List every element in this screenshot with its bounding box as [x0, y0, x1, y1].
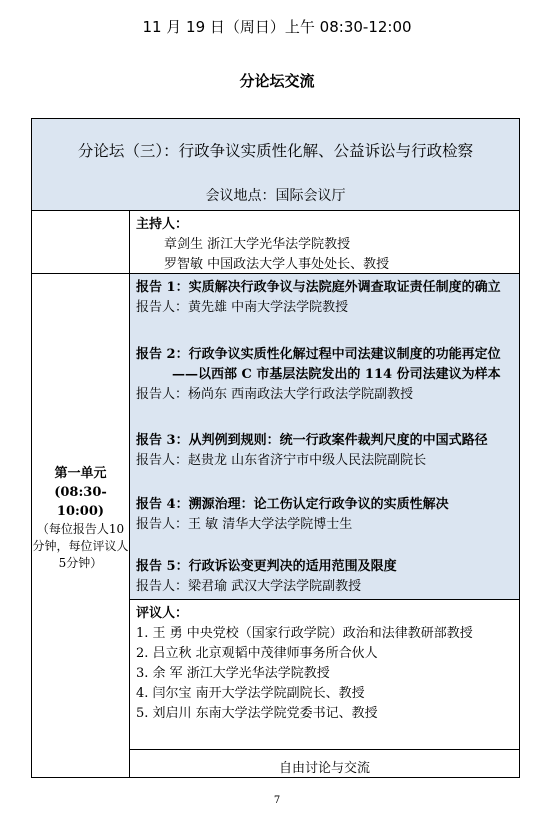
reviewer-item: 5. 刘启川 东南大学法学院党委书记、教授	[136, 706, 378, 721]
forum-heading: 分论坛交流	[239, 72, 315, 90]
report-speaker: 报告人：赵贵龙 山东省济宁市中级人民法院副院长	[136, 453, 427, 468]
report-item	[136, 345, 516, 405]
report-title: 报告 5：行政诉讼变更判决的适用范围及限度	[136, 559, 397, 574]
free-discussion: 自由讨论与交流	[278, 761, 370, 776]
report-speaker: 报告人：梁君瑜 武汉大学法学院副教授	[136, 579, 362, 594]
report-title: 报告 1：实质解决行政争议与法院庭外调查取证责任制度的确立	[136, 280, 501, 295]
reviewers-cell	[136, 604, 516, 724]
reviewer-item: 1. 王 勇 中央党校（国家行政学院）政治和法律教研部教授	[136, 626, 473, 641]
report-speaker: 报告人：杨尚东 西南政法大学行政法学院副教授	[136, 387, 414, 402]
schedule-table	[31, 118, 520, 778]
report-item	[136, 495, 516, 535]
date-line: 11 月 19 日（周日）上午 08:30-12:00	[142, 18, 412, 36]
page-number: 7	[273, 795, 281, 806]
unit-name: 第一单元	[54, 466, 107, 481]
hosts-cell	[136, 215, 516, 275]
reviewer-item: 4. 闫尔宝 南开大学法学院副院长、教授	[136, 686, 365, 701]
session-title: 分论坛（三）：行政争议实质性化解、公益诉讼与行政检察	[77, 142, 474, 160]
unit-label	[32, 464, 129, 572]
reviewer-item: 3. 余 军 浙江大学光华法学院教授	[136, 666, 330, 681]
report-title: 报告 3：从判例到规则：统一行政案件裁判尺度的中国式路径	[136, 433, 488, 448]
report-item	[136, 557, 516, 597]
unit-time: (08:30-10:00)	[54, 485, 107, 519]
report-speaker: 报告人：王 敏 清华大学法学院博士生	[136, 517, 353, 532]
report-item	[136, 278, 516, 318]
report-title: 报告 4：溯源治理：论工伤认定行政争议的实质性解决	[136, 497, 449, 512]
hosts-label: 主持人：	[136, 217, 189, 232]
reviewer-item: 2. 吕立秋 北京观韬中茂律师事务所合伙人	[136, 646, 378, 661]
unit-note: （每位报告人10分钟，每位评议人5分钟）	[32, 522, 129, 570]
session-header	[32, 119, 519, 211]
report-item	[136, 431, 516, 471]
report-title: 报告 2：行政争议实质性化解过程中司法建议制度的功能再定位	[136, 347, 501, 362]
row-divider	[129, 749, 519, 750]
host-item: 章剑生 浙江大学光华法学院教授	[164, 237, 351, 252]
host-item: 罗智敏 中国政法大学人事处处长、教授	[164, 257, 390, 272]
row-divider	[129, 599, 519, 600]
reviewers-label: 评议人：	[136, 606, 189, 621]
session-venue: 会议地点：国际会议厅	[205, 188, 346, 204]
column-divider	[129, 210, 130, 777]
report-speaker: 报告人：黄先雄 中南大学法学院教授	[136, 300, 349, 315]
report-subtitle: ——以西部 C 市基层法院发出的 114 份司法建议为样本	[172, 367, 501, 382]
